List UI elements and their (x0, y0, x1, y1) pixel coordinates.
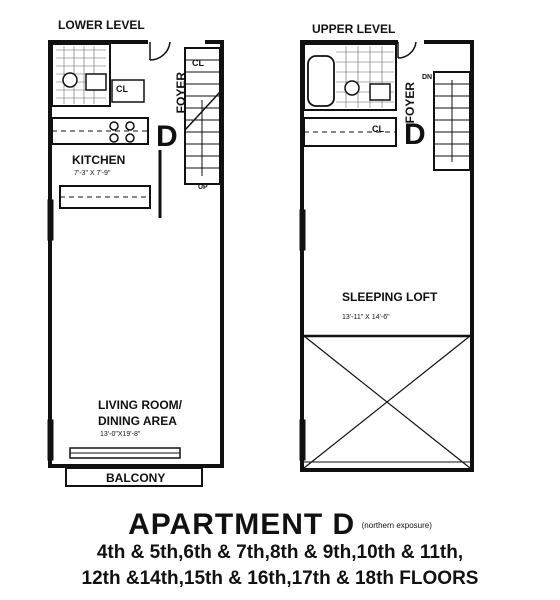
upper-stair-label: DN (422, 74, 433, 81)
stove-burner (126, 122, 134, 130)
upper-entry-door (398, 42, 416, 58)
exposure-note: (northern exposure) (361, 520, 432, 530)
kitchen-label: KITCHEN (72, 153, 126, 167)
lower-entry-door (150, 42, 170, 60)
lower-window (48, 420, 53, 460)
upper-window (300, 420, 305, 460)
lower-closet-label: CL (192, 58, 204, 68)
living-label-line2: DINING AREA (98, 414, 177, 428)
lower-vanity (86, 74, 106, 90)
lower-toilet (63, 73, 77, 87)
lower-stair-label: UP (198, 184, 208, 191)
loft-dimensions: 13'-11" X 14'-6" (342, 314, 390, 321)
apartment-title-block (0, 508, 560, 542)
stove-burner (110, 122, 118, 130)
living-dimensions: 13'-0"X19'-8" (100, 431, 141, 438)
balcony-label: BALCONY (106, 471, 166, 485)
upper-level-label: UPPER LEVEL (312, 22, 396, 36)
bathtub (308, 56, 334, 106)
upper-foyer-label: FOYER (403, 82, 417, 124)
kitchen-dimensions: 7'-3" X 7'-9" (74, 170, 111, 177)
lower-window (48, 200, 53, 240)
lower-unit-letter: D (156, 120, 178, 153)
upper-level-plan (300, 42, 472, 470)
upper-unit-letter: D (404, 118, 426, 151)
floors-line-2: 12th &14th,15th & 16th,17th & 18th FLOORS (81, 568, 479, 589)
stove-burner (126, 134, 134, 142)
upper-toilet (345, 81, 359, 95)
loft-label: SLEEPING LOFT (342, 290, 438, 304)
lower-closet-label-2: CL (116, 84, 128, 94)
upper-closet-label: CL (372, 124, 384, 134)
upper-vanity (370, 84, 390, 100)
stove-burner (110, 134, 118, 142)
lower-level-label: LOWER LEVEL (58, 18, 145, 32)
upper-window (300, 210, 305, 250)
floors-line-1: 4th & 5th,6th & 7th,8th & 9th,10th & 11th, (96, 542, 464, 563)
apartment-title: APARTMENT D (128, 508, 356, 541)
living-label-line1: LIVING ROOM/ (98, 398, 182, 412)
lower-foyer-label: FOYER (174, 72, 188, 114)
